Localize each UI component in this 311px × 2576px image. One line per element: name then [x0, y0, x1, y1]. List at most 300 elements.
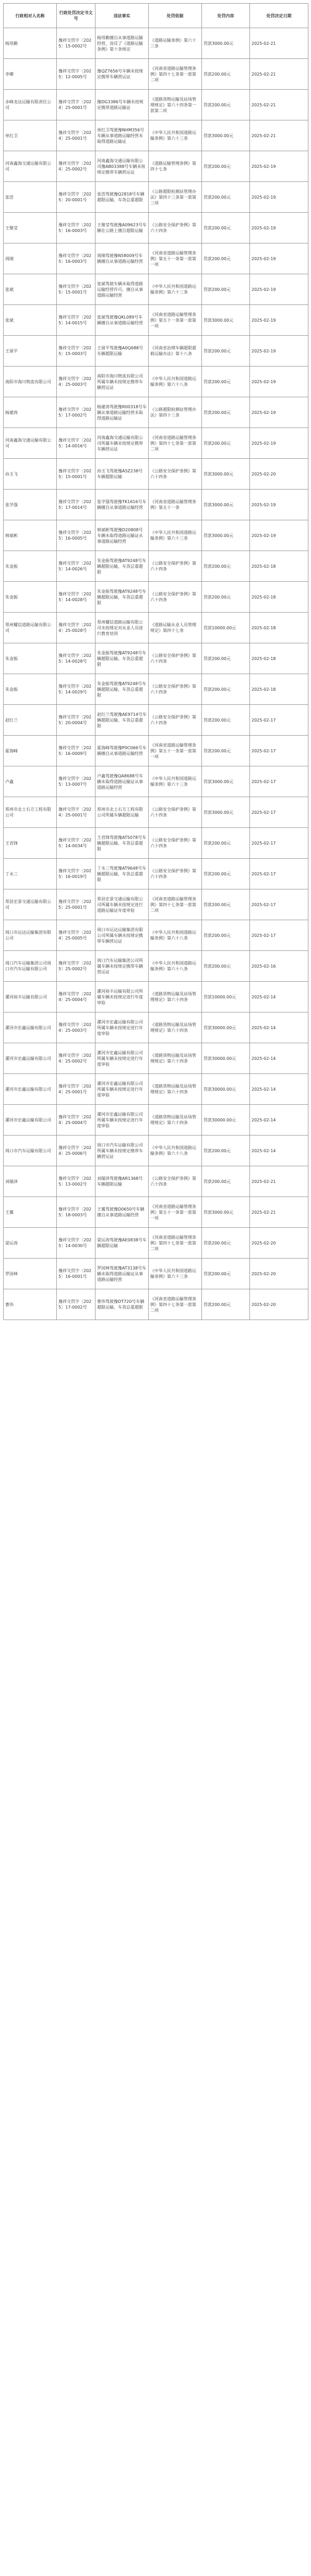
- table-row: [4, 582, 308, 613]
- decision-date-cell: 2025-02-19: [250, 490, 308, 520]
- decision-number-cell: 豫祥交罚字〔2024〕25-0003号: [57, 1012, 95, 1043]
- penalty-content-cell: 罚款200.00元: [202, 243, 250, 274]
- violation-facts-cell: 杨用勤擅自从事道路运输经营，违反了《道路运输条例》第十条规定: [95, 28, 149, 59]
- party-name-cell: 张浩: [4, 182, 57, 213]
- decision-number-cell: 豫祥交罚字〔2025〕14-0030号: [57, 1228, 95, 1259]
- table-row: [4, 828, 308, 859]
- table-row: [4, 551, 308, 582]
- decision-date-cell: 2025-02-18: [250, 551, 308, 582]
- decision-date-cell: 2025-02-18: [250, 643, 308, 674]
- party-name-cell: 卢鑫: [4, 766, 57, 797]
- penalty-content-cell: 罚款200.00元: [202, 336, 250, 367]
- penalty-basis-cell: 《中华人民共和国道路运输条例》第六十八条: [149, 367, 202, 397]
- decision-date-cell: 2025-02-17: [250, 828, 308, 859]
- table-row: [4, 490, 308, 520]
- table-row: [4, 1197, 308, 1228]
- decision-number-cell: 豫祥交罚字〔2025〕16-0003号: [57, 213, 95, 243]
- penalty-basis-cell: 《公路安全保护条例》第六十四条: [149, 828, 202, 859]
- penalty-content-cell: 罚款3000.00元: [202, 28, 250, 59]
- party-name-cell: 霍海峰: [4, 736, 57, 766]
- penalty-content-cell: 罚款30000.00元: [202, 1012, 250, 1043]
- penalty-content-cell: 罚款200.00元: [202, 90, 250, 120]
- violation-facts-cell: 漯河市宏鑫运输有限公司所属车辆未按规定进行年度审验: [95, 1105, 149, 1136]
- penalty-basis-cell: 《中华人民共和国道路运输条例》第六十三条: [149, 520, 202, 551]
- penalty-content-cell: 罚款200.00元: [202, 889, 250, 920]
- party-name-cell: 王翼: [4, 1197, 57, 1228]
- decision-number-cell: 豫祥交罚字〔2024〕25-0001号: [57, 1074, 95, 1105]
- penalty-content-cell: 罚款3000.00元: [202, 1197, 250, 1228]
- violation-facts-cell: 郑州耀信道路运输有限公司未按规定对从业人员进行教育培训: [95, 613, 149, 643]
- decision-date-cell: 2025-02-17: [250, 859, 308, 889]
- party-name-cell: 郑州市北土石方工程有限公司: [4, 797, 57, 828]
- decision-date-cell: 2025-02-21: [250, 90, 308, 120]
- penalty-content-cell: 罚款200.00元: [202, 274, 250, 305]
- decision-number-cell: 豫祥交罚字〔2024〕25-0001号: [57, 90, 95, 120]
- decision-number-cell: 豫祥交罚字〔2024〕25-0002号: [57, 151, 95, 182]
- decision-date-cell: 2025-02-14: [250, 1136, 308, 1166]
- table-row: [4, 428, 308, 459]
- decision-number-cell: 豫祥交罚字〔2024〕25-0002号: [57, 1043, 95, 1074]
- table-row: [4, 736, 308, 766]
- decision-date-cell: 2025-02-14: [250, 1043, 308, 1074]
- header-penalty-content: 处罚内容: [202, 4, 250, 28]
- penalty-content-cell: 罚款200.00元: [202, 920, 250, 951]
- penalty-content-cell: 罚款200.00元: [202, 59, 250, 90]
- table-row: [4, 213, 308, 243]
- penalty-basis-cell: 《道路货物运输及站场管理规定》第六十四条: [149, 1074, 202, 1105]
- penalty-basis-cell: 《公路安全保护条例》第六十四条: [149, 213, 202, 243]
- party-name-cell: 周口市汽车运输有限公司: [4, 1136, 57, 1166]
- decision-number-cell: 豫祥交罚字〔2024〕25-0004号: [57, 1105, 95, 1136]
- penalty-content-cell: 罚款200.00元: [202, 1136, 250, 1166]
- decision-number-cell: 豫祥交罚字〔2025〕14-0016号: [57, 428, 95, 459]
- violation-facts-cell: 豫QZ7656号车辆未按规定携带车辆营运证: [95, 59, 149, 90]
- decision-date-cell: 2025-02-19: [250, 243, 308, 274]
- violation-facts-cell: 张斌驾驶豫QKL089号车辆擅自从事道路运输经营: [95, 305, 149, 336]
- table-row: [4, 305, 308, 336]
- table-row: [4, 705, 308, 736]
- party-name-cell: 漯河市宏鑫运输有限公司: [4, 1105, 57, 1136]
- penalty-basis-cell: 《河南省道路运输管理条例》第四十七条第一款第二项: [149, 59, 202, 90]
- table-row: [4, 520, 308, 551]
- penalty-content-cell: 罚款200.00元: [202, 397, 250, 428]
- decision-number-cell: 豫祥交罚字〔2025〕14-0029号: [57, 674, 95, 705]
- header-row: [4, 4, 308, 28]
- decision-number-cell: 豫祥交罚字〔2025〕13-0002号: [57, 1166, 95, 1197]
- violation-facts-cell: 单红卫驾驶豫NHM356号车辆从事道路运输经营未取得道路运输证: [95, 120, 149, 151]
- party-name-cell: 郑州耀信道路运输有限公司: [4, 613, 57, 643]
- decision-number-cell: 豫祥交罚字〔2025〕14-0028号: [57, 582, 95, 613]
- decision-date-cell: 2025-02-20: [250, 459, 308, 490]
- decision-date-cell: 2025-02-19: [250, 274, 308, 305]
- penalty-content-cell: 罚款3000.00元: [202, 459, 250, 490]
- table-row: [4, 397, 308, 428]
- penalty-content-cell: 罚款200.00元: [202, 428, 250, 459]
- table-row: [4, 613, 308, 643]
- party-name-cell: 赵红兰: [4, 705, 57, 736]
- party-name-cell: 张斌: [4, 274, 57, 305]
- penalty-content-cell: 罚款200.00元: [202, 182, 250, 213]
- penalty-content-cell: 罚款200.00元: [202, 643, 250, 674]
- party-name-cell: 朱金振: [4, 674, 57, 705]
- violation-facts-cell: 朱金振驾驶豫AT9248号车辆超限运输，车货总重超限: [95, 643, 149, 674]
- violation-facts-cell: 河南鑫海交通运输有限公司豫AB03388号车辆未按规定携带车辆营运证: [95, 151, 149, 182]
- table-body: [4, 28, 308, 1320]
- violation-facts-cell: 孙玉飞驾驶豫A5Z238号车辆超限运输: [95, 459, 149, 490]
- penalty-basis-cell: 《道路货物运输及站场管理规定》第六十四条: [149, 1105, 202, 1136]
- table-row: [4, 459, 308, 490]
- decision-date-cell: 2025-02-17: [250, 797, 308, 828]
- violation-facts-cell: 王翼驾驶豫D0650号车辆擅自从事道路运输经营: [95, 1197, 149, 1228]
- penalty-basis-cell: 《道路货物运输及站场管理规定》第六十四条第一款第二项: [149, 90, 202, 120]
- penalty-basis-cell: 《中华人民共和国道路运输条例》第六十三条: [149, 274, 202, 305]
- violation-facts-cell: 卢鑫驾驶豫QA8688号车辆未取得道路运输证从事道路运输经营: [95, 766, 149, 797]
- party-name-cell: 张学强: [4, 490, 57, 520]
- penalty-content-cell: 罚款3000.00元: [202, 490, 250, 520]
- table-row: [4, 1043, 308, 1074]
- penalty-content-cell: 罚款200.00元: [202, 859, 250, 889]
- party-name-cell: 漯河市宏鑫运输有限公司: [4, 1074, 57, 1105]
- penalty-content-cell: 罚款10000.00元: [202, 982, 250, 1012]
- decision-date-cell: 2025-02-18: [250, 613, 308, 643]
- decision-date-cell: 2025-02-17: [250, 889, 308, 920]
- decision-date-cell: 2025-02-19: [250, 213, 308, 243]
- decision-number-cell: 豫祥交罚字〔2025〕16-0005号: [57, 520, 95, 551]
- party-name-cell: 周口汽车运输集团公司周口市汽车运输有限公司: [4, 951, 57, 982]
- decision-date-cell: 2025-02-19: [250, 305, 308, 336]
- party-name-cell: 王聚莹: [4, 213, 57, 243]
- penalty-basis-cell: 《公路安全保护条例》第六十四条: [149, 582, 202, 613]
- decision-number-cell: 豫祥交罚字〔2025〕12-0005号: [57, 59, 95, 90]
- party-name-cell: 朱金振: [4, 551, 57, 582]
- violation-facts-cell: 南阳市海川物流有限公司所属车辆未按规定携带车辆营运证: [95, 367, 149, 397]
- decision-number-cell: 豫祥交罚字〔2025〕16-0009号: [57, 736, 95, 766]
- penalty-basis-cell: 《公路安全保护条例》第六十四条: [149, 797, 202, 828]
- violation-facts-cell: 河南鑫海交通运输有限公司所属车辆未按规定携带车辆营运证: [95, 428, 149, 459]
- party-name-cell: 李卿: [4, 59, 57, 90]
- decision-number-cell: 豫祥交罚字〔2025〕14-0034号: [57, 828, 95, 859]
- party-name-cell: 杨建涛: [4, 397, 57, 428]
- violation-facts-cell: 王聚莹驾驶豫A09623号车辆在公路上擅自超限运输: [95, 213, 149, 243]
- violation-facts-cell: 郑县宏景交通运输有限公司所属车辆未按规定进行道路运输证年度审验: [95, 889, 149, 920]
- party-name-cell: 漯河裕丰运输有限公司: [4, 982, 57, 1012]
- table-row: [4, 889, 308, 920]
- decision-number-cell: 豫祥交罚字〔2025〕14-0026号: [57, 551, 95, 582]
- table-row: [4, 336, 308, 367]
- violation-facts-cell: 周口市汽车运输有限公司所属车辆未按规定携带车辆营运证: [95, 1136, 149, 1166]
- table-row: [4, 982, 308, 1012]
- penalty-content-cell: 罚款200.00元: [202, 674, 250, 705]
- decision-number-cell: 豫祥交罚字〔2025〕17-0002号: [57, 1289, 95, 1320]
- decision-date-cell: 2025-02-21: [250, 120, 308, 151]
- party-name-cell: 周口市运达运输集团有限公司: [4, 920, 57, 951]
- violation-facts-cell: 周刚驾驶豫N58009号车辆擅自从事道路运输经营: [95, 243, 149, 274]
- penalty-content-cell: 罚款200.00元: [202, 582, 250, 613]
- penalty-content-cell: 罚款30000.00元: [202, 1043, 250, 1074]
- penalty-basis-cell: 《公路超限检测站管理办法》第四十三条: [149, 397, 202, 428]
- decision-number-cell: 豫祥交罚字〔2025〕13-0007号: [57, 766, 95, 797]
- decision-number-cell: 豫祥交罚字〔2025〕15-0003号: [57, 336, 95, 367]
- penalty-content-cell: 罚款30000.00元: [202, 1105, 250, 1136]
- penalty-basis-cell: 《河南省道路运输管理条例》第五十一条: [149, 490, 202, 520]
- table-row: [4, 1289, 308, 1320]
- party-name-cell: 罗国林: [4, 1259, 57, 1289]
- decision-number-cell: 豫祥交罚字〔2025〕17-0014号: [57, 490, 95, 520]
- header-party-name: 行政相对人名称: [4, 4, 57, 28]
- violation-facts-cell: 周口市运达运输集团有限公司所属车辆未按规定携带车辆营运证: [95, 920, 149, 951]
- violation-facts-cell: 漯河市宏鑫运输有限公司所属车辆未按规定进行年度审验: [95, 1012, 149, 1043]
- penalty-basis-cell: 《公路安全保护条例》第六十四条: [149, 859, 202, 889]
- penalty-basis-cell: 《中华人民共和国道路运输条例》第六十三条: [149, 1259, 202, 1289]
- decision-number-cell: 豫祥交罚字〔2024〕25-0028号: [57, 613, 95, 643]
- party-name-cell: 刘瑞泽: [4, 1166, 57, 1197]
- violation-facts-cell: 张学强驾驶豫TK1616号车辆擅自从事道路运输经营: [95, 490, 149, 520]
- penalty-basis-cell: 《河南省道路运输管理条例》第四十七条第一款第二项: [149, 889, 202, 920]
- decision-date-cell: 2025-02-18: [250, 582, 308, 613]
- penalty-content-cell: 罚款30000.00元: [202, 1074, 250, 1105]
- penalty-basis-cell: 《公路安全保护条例》第六十四条: [149, 551, 202, 582]
- table-row: [4, 920, 308, 951]
- penalty-content-cell: 罚款200.00元: [202, 151, 250, 182]
- table-row: [4, 1074, 308, 1105]
- table-row: [4, 243, 308, 274]
- penalty-basis-cell: 《公路安全保护条例》第六十四条: [149, 1166, 202, 1197]
- party-name-cell: 曹伟: [4, 1289, 57, 1320]
- header-violation-facts: 违法事实: [95, 4, 149, 28]
- penalty-basis-cell: 《道路货物运输及站场管理规定》第六十四条: [149, 1012, 202, 1043]
- violation-facts-cell: 朱金振驾驶豫AT9248号车辆超限运输，车货总重超限: [95, 674, 149, 705]
- decision-date-cell: 2025-02-19: [250, 428, 308, 459]
- party-name-cell: 孙玉飞: [4, 459, 57, 490]
- party-name-cell: 韩斌彬: [4, 520, 57, 551]
- violation-facts-cell: 张浩驾驶豫Q2818号车辆超限运输，车货总重超限: [95, 182, 149, 213]
- penalty-basis-cell: 《中华人民共和国道路运输条例》第六十八条: [149, 920, 202, 951]
- decision-date-cell: 2025-02-17: [250, 766, 308, 797]
- violation-facts-cell: 朱金振驾驶豫AT9248号车辆超限运输，车货总重超限: [95, 551, 149, 582]
- decision-number-cell: 豫祥交罚字〔2025〕14-0028号: [57, 643, 95, 674]
- penalty-content-cell: 罚款10000.00元: [202, 613, 250, 643]
- violation-facts-cell: 漯河市宏鑫运输有限公司所属车辆未按规定进行年度审验: [95, 1043, 149, 1074]
- party-name-cell: 南阳市海川物流有限公司: [4, 367, 57, 397]
- violation-facts-cell: 梁运涛驾驶豫AE0838号车辆超限运输: [95, 1228, 149, 1259]
- penalty-basis-cell: 《中华人民共和国道路运输条例》第六十三条: [149, 120, 202, 151]
- penalty-basis-cell: 《中华人民共和国道路运输条例》第六十八条: [149, 1136, 202, 1166]
- penalty-basis-cell: 《道路货物运输及站场管理规定》第六十四条: [149, 982, 202, 1012]
- party-name-cell: 河南鑫海交通运输有限公司: [4, 151, 57, 182]
- party-name-cell: 王留平: [4, 336, 57, 367]
- violation-facts-cell: 豫DG3386号车辆未按规定携带道路运输证: [95, 90, 149, 120]
- violation-facts-cell: 刘瑞泽驾驶豫AR1368号车辆超限运输: [95, 1166, 149, 1197]
- penalty-content-cell: 罚款200.00元: [202, 705, 250, 736]
- penalty-basis-cell: 《河南省道路运输管理条例》第五十一条第一款第一项: [149, 305, 202, 336]
- penalty-basis-cell: 《河南省道路运输管理条例》第四十七条第一款第二项: [149, 428, 202, 459]
- table-row: [4, 151, 308, 182]
- violation-facts-cell: 丁永三驾驶豫AT9648号车辆超限运输，车货总重超限: [95, 859, 149, 889]
- table-row: [4, 1136, 308, 1166]
- table-row: [4, 1166, 308, 1197]
- decision-number-cell: 豫祥交罚字〔2025〕14-0015号: [57, 305, 95, 336]
- penalty-content-cell: 罚款200.00元: [202, 951, 250, 982]
- decision-number-cell: 豫祥交罚字〔2025〕15-0001号: [57, 274, 95, 305]
- decision-number-cell: 豫祥交罚字〔2025〕15-0001号: [57, 459, 95, 490]
- decision-date-cell: 2025-02-17: [250, 920, 308, 951]
- penalty-content-cell: 罚款200.00元: [202, 551, 250, 582]
- party-name-cell: 张斌: [4, 305, 57, 336]
- penalty-content-cell: 罚款200.00元: [202, 1228, 250, 1259]
- violation-facts-cell: 霍海峰驾驶豫P0C066号车辆擅自从事道路运输经营: [95, 736, 149, 766]
- decision-date-cell: 2025-02-14: [250, 1012, 308, 1043]
- decision-date-cell: 2025-02-21: [250, 59, 308, 90]
- penalty-content-cell: 罚款3000.00元: [202, 797, 250, 828]
- decision-date-cell: 2025-02-20: [250, 1289, 308, 1320]
- decision-number-cell: 豫祥交罚字〔2024〕25-0001号: [57, 120, 95, 151]
- penalty-basis-cell: 《中华人民共和国道路运输条例》第六十八条: [149, 951, 202, 982]
- penalty-basis-cell: 《公路安全保护条例》第六十四条: [149, 705, 202, 736]
- table-row: [4, 1012, 308, 1043]
- decision-number-cell: 豫祥交罚字〔2024〕25-0001号: [57, 797, 95, 828]
- party-name-cell: 赤峰龙达运输有限责任公司: [4, 90, 57, 120]
- violation-facts-cell: 郑州市北土石方工程有限公司所属车辆超限运输: [95, 797, 149, 828]
- decision-date-cell: 2025-02-19: [250, 367, 308, 397]
- party-name-cell: 郑县宏景交通运输有限公司: [4, 889, 57, 920]
- party-name-cell: 杨用勤: [4, 28, 57, 59]
- decision-number-cell: 豫祥交罚字〔2025〕20-0001号: [57, 182, 95, 213]
- table-row: [4, 90, 308, 120]
- party-name-cell: 王君锋: [4, 828, 57, 859]
- table-row: [4, 797, 308, 828]
- violation-facts-cell: 杨建涛驾驶豫R00318号车辆从事道路运输经营未取得道路运输证: [95, 397, 149, 428]
- penalty-basis-cell: 《公路安全保护条例》第六十四条: [149, 674, 202, 705]
- party-name-cell: 漯河市宏鑫运输有限公司: [4, 1043, 57, 1074]
- table-row: [4, 28, 308, 59]
- penalty-content-cell: 罚款200.00元: [202, 1166, 250, 1197]
- penalty-content-cell: 罚款3000.00元: [202, 766, 250, 797]
- decision-date-cell: 2025-02-21: [250, 1197, 308, 1228]
- table-row: [4, 766, 308, 797]
- penalty-basis-cell: 《河南省治理车辆超限超载运输办法》第十八条: [149, 336, 202, 367]
- header-penalty-basis: 处罚依据: [149, 4, 202, 28]
- party-name-cell: 河南鑫海交通运输有限公司: [4, 428, 57, 459]
- header-decision-number: 行政处罚决定书文号: [57, 4, 95, 28]
- party-name-cell: 梁运涛: [4, 1228, 57, 1259]
- penalty-content-cell: 罚款200.00元: [202, 367, 250, 397]
- table-row: [4, 182, 308, 213]
- violation-facts-cell: 曹伟驾驶豫DT720号车辆超限运输，车货总重超限: [95, 1289, 149, 1320]
- decision-number-cell: 豫祥交罚字〔2025〕20-0004号: [57, 705, 95, 736]
- penalty-basis-cell: 《道路运输条例》第六十三条: [149, 28, 202, 59]
- decision-date-cell: 2025-02-14: [250, 1074, 308, 1105]
- party-name-cell: 丁永三: [4, 859, 57, 889]
- decision-number-cell: 豫祥交罚字〔2025〕17-0002号: [57, 397, 95, 428]
- table-row: [4, 274, 308, 305]
- penalty-table: [3, 3, 308, 1320]
- decision-date-cell: 2025-02-18: [250, 674, 308, 705]
- table-row: [4, 367, 308, 397]
- penalty-content-cell: 罚款3000.00元: [202, 520, 250, 551]
- penalty-content-cell: 罚款200.00元: [202, 736, 250, 766]
- violation-facts-cell: 朱金振驾驶豫AT9248号车辆超限运输，车货总重超限: [95, 582, 149, 613]
- table-row: [4, 643, 308, 674]
- violation-facts-cell: 王留平驾驶豫A0Q688号车辆超限运输: [95, 336, 149, 367]
- penalty-basis-cell: 《河南省道路运输管理条例》第五十一条第一款第一项: [149, 736, 202, 766]
- decision-number-cell: 豫祥交罚字〔2024〕25-0006号: [57, 1136, 95, 1166]
- header-decision-date: 处罚决定日期: [250, 4, 308, 28]
- penalty-basis-cell: 《公路超限检测站管理办法》第四十三条第一款第三项: [149, 182, 202, 213]
- penalty-basis-cell: 《河南省道路运输管理条例》第五十一条第一款第一项: [149, 243, 202, 274]
- table-row: [4, 59, 308, 90]
- violation-facts-cell: 韩斌彬驾驶豫D20808号车辆未取得道路运输证从事道路运输经营: [95, 520, 149, 551]
- party-name-cell: 朱金振: [4, 643, 57, 674]
- penalty-basis-cell: 《道路货物运输及站场管理规定》第六十四条: [149, 1043, 202, 1074]
- penalty-content-cell: 罚款200.00元: [202, 213, 250, 243]
- decision-date-cell: 2025-02-16: [250, 951, 308, 982]
- decision-date-cell: 2025-02-19: [250, 151, 308, 182]
- party-name-cell: 朱金振: [4, 582, 57, 613]
- penalty-basis-cell: 《公路安全保护条例》第六十四条: [149, 643, 202, 674]
- party-name-cell: 周刚: [4, 243, 57, 274]
- violation-facts-cell: 漯河市宏鑫运输有限公司所属车辆未按规定进行年度审验: [95, 1074, 149, 1105]
- violation-facts-cell: 周口汽车运输集团公司所属车辆未按规定携带车辆营运证: [95, 951, 149, 982]
- party-name-cell: 单红卫: [4, 120, 57, 151]
- decision-number-cell: 豫祥交罚字〔2025〕25-0001号: [57, 889, 95, 920]
- penalty-basis-cell: 《河南省道路运输管理条例》第四十七条第一款第二项: [149, 1289, 202, 1320]
- decision-date-cell: 2025-02-14: [250, 1105, 308, 1136]
- penalty-content-cell: 罚款200.00元: [202, 828, 250, 859]
- penalty-basis-cell: 《中华人民共和国道路运输条例》第六十三条: [149, 766, 202, 797]
- violation-facts-cell: 赵红兰驾驶豫AE9714号车辆超限运输，车货总重超限: [95, 705, 149, 736]
- decision-number-cell: 豫祥交罚字〔2025〕18-0003号: [57, 1197, 95, 1228]
- decision-number-cell: 豫祥交罚字〔2025〕25-0002号: [57, 951, 95, 982]
- party-name-cell: 漯河市宏鑫运输有限公司: [4, 1012, 57, 1043]
- penalty-basis-cell: 《河南省道路运输管理条例》第四十七条第一款第二项: [149, 1228, 202, 1259]
- decision-date-cell: 2025-02-17: [250, 705, 308, 736]
- decision-date-cell: 2025-02-17: [250, 736, 308, 766]
- penalty-basis-cell: 《河南省道路运输管理条例》第五十一条第一款第一项: [149, 1197, 202, 1228]
- penalty-basis-cell: 《道路运输从业人员管理规定》第四十七条: [149, 613, 202, 643]
- decision-date-cell: 2025-02-21: [250, 28, 308, 59]
- table-row: [4, 1259, 308, 1289]
- penalty-content-cell: 罚款3000.00元: [202, 120, 250, 151]
- penalty-content-cell: 罚款200.00元: [202, 1289, 250, 1320]
- decision-date-cell: 2025-02-20: [250, 1228, 308, 1259]
- decision-number-cell: 豫祥交罚字〔2024〕25-0004号: [57, 982, 95, 1012]
- table-row: [4, 859, 308, 889]
- decision-number-cell: 豫祥交罚字〔2025〕16-0003号: [57, 243, 95, 274]
- penalty-basis-cell: 《道路运输管理条例》第四十七条: [149, 151, 202, 182]
- decision-date-cell: 2025-02-19: [250, 182, 308, 213]
- penalty-basis-cell: 《公路安全保护条例》第六十四条: [149, 459, 202, 490]
- table-row: [4, 1105, 308, 1136]
- decision-date-cell: 2025-02-19: [250, 397, 308, 428]
- violation-facts-cell: 张斌驾驶车辆未取得道路运输经营许可，擅自从事道路运输经营: [95, 274, 149, 305]
- decision-number-cell: 豫祥交罚字〔2024〕25-0003号: [57, 367, 95, 397]
- penalty-content-cell: 罚款3000.00元: [202, 305, 250, 336]
- decision-number-cell: 豫祥交罚字〔2024〕25-0005号: [57, 920, 95, 951]
- decision-number-cell: 豫祥交罚字〔2025〕16-0001号: [57, 1259, 95, 1289]
- decision-date-cell: 2025-02-20: [250, 1259, 308, 1289]
- decision-date-cell: 2025-02-19: [250, 520, 308, 551]
- decision-date-cell: 2025-02-14: [250, 982, 308, 1012]
- violation-facts-cell: 漯河裕丰运输有限公司所属车辆未按规定进行年度审验: [95, 982, 149, 1012]
- decision-number-cell: 豫祥交罚字〔2025〕15-0002号: [57, 28, 95, 59]
- table-row: [4, 1228, 308, 1259]
- table-row: [4, 674, 308, 705]
- decision-date-cell: 2025-02-19: [250, 336, 308, 367]
- table-row: [4, 951, 308, 982]
- penalty-content-cell: 罚款200.00元: [202, 1259, 250, 1289]
- decision-number-cell: 豫祥交罚字〔2025〕16-0019号: [57, 859, 95, 889]
- table-row: [4, 120, 308, 151]
